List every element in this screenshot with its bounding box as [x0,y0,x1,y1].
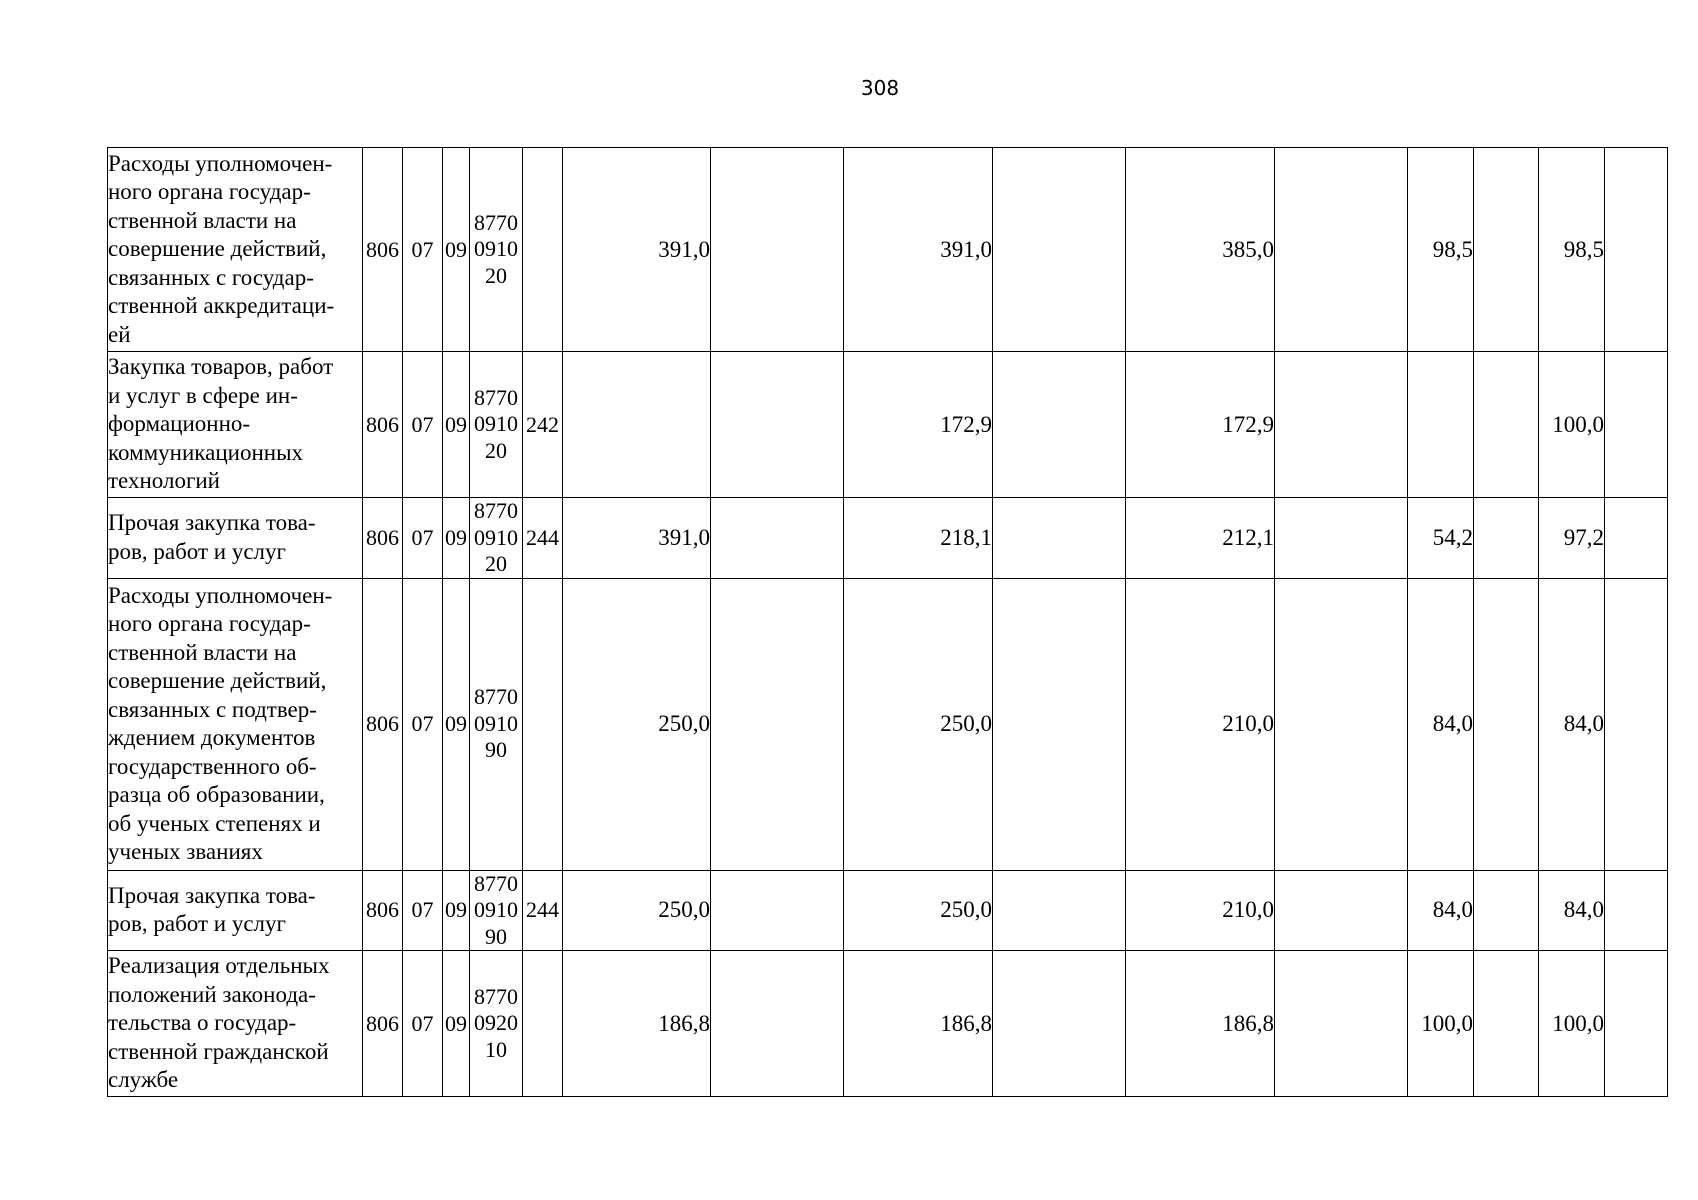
empty-cell [711,148,844,352]
section-code-cell: 07 [403,578,443,870]
table-row [108,148,1668,352]
approved-amount-cell: 250,0 [563,578,711,870]
row-name-cell: Прочая закупка това- ров, работ и услуг [108,498,363,579]
target-article-cell: 8770 0910 20 [470,352,523,498]
table-row [108,578,1668,870]
row-name-cell: Закупка товаров, работ и услуг в сфере ин- формационно- коммуникационных технологий [108,352,363,498]
approved-amount-cell [563,352,711,498]
section-code-cell: 07 [403,148,443,352]
revised-amount-cell: 186,8 [844,951,993,1097]
empty-cell [1275,870,1408,951]
row-name-cell: Прочая закупка това- ров, работ и услуг [108,870,363,951]
executed-amount-cell: 186,8 [1126,951,1275,1097]
table-row [108,951,1668,1097]
empty-cell [993,352,1126,498]
approved-amount-cell: 250,0 [563,870,711,951]
subsection-code-cell: 09 [443,578,470,870]
subsection-code-cell: 09 [443,951,470,1097]
empty-cell [1275,352,1408,498]
subsection-code-cell: 09 [443,870,470,951]
empty-cell [1605,148,1668,352]
ved-code-cell: 806 [363,498,403,579]
table-row [108,498,1668,579]
ved-code-cell: 806 [363,352,403,498]
section-code-cell: 07 [403,352,443,498]
empty-cell [1275,498,1408,579]
target-article-cell: 8770 0910 20 [470,498,523,579]
target-article-cell: 8770 0910 90 [470,870,523,951]
expense-type-cell: 242 [523,352,563,498]
expense-type-cell: 244 [523,498,563,579]
percent-of-revised-cell: 84,0 [1539,870,1605,951]
expense-type-cell: 244 [523,870,563,951]
empty-cell [1474,498,1539,579]
empty-cell [993,148,1126,352]
revised-amount-cell: 172,9 [844,352,993,498]
executed-amount-cell: 172,9 [1126,352,1275,498]
revised-amount-cell: 218,1 [844,498,993,579]
empty-cell [1474,148,1539,352]
empty-cell [711,870,844,951]
ved-code-cell: 806 [363,870,403,951]
percent-of-revised-cell: 100,0 [1539,352,1605,498]
subsection-code-cell: 09 [443,148,470,352]
subsection-code-cell: 09 [443,498,470,579]
empty-cell [711,352,844,498]
percent-of-approved-cell: 84,0 [1408,578,1474,870]
executed-amount-cell: 385,0 [1126,148,1275,352]
expense-type-cell [523,951,563,1097]
empty-cell [993,951,1126,1097]
percent-of-approved-cell: 100,0 [1408,951,1474,1097]
empty-cell [993,578,1126,870]
expense-type-cell [523,578,563,870]
ved-code-cell: 806 [363,148,403,352]
section-code-cell: 07 [403,870,443,951]
executed-amount-cell: 212,1 [1126,498,1275,579]
empty-cell [1275,148,1408,352]
empty-cell [1605,578,1668,870]
empty-cell [1474,352,1539,498]
empty-cell [1605,352,1668,498]
percent-of-revised-cell: 97,2 [1539,498,1605,579]
page-number: 308 [860,76,900,100]
empty-cell [1275,578,1408,870]
empty-cell [711,578,844,870]
section-code-cell: 07 [403,498,443,579]
empty-cell [993,870,1126,951]
approved-amount-cell: 391,0 [563,148,711,352]
percent-of-approved-cell: 98,5 [1408,148,1474,352]
approved-amount-cell: 391,0 [563,498,711,579]
revised-amount-cell: 391,0 [844,148,993,352]
empty-cell [993,498,1126,579]
percent-of-revised-cell: 98,5 [1539,148,1605,352]
percent-of-revised-cell: 100,0 [1539,951,1605,1097]
empty-cell [1605,951,1668,1097]
target-article-cell: 8770 0910 20 [470,148,523,352]
empty-cell [1275,951,1408,1097]
percent-of-approved-cell [1408,352,1474,498]
empty-cell [711,951,844,1097]
executed-amount-cell: 210,0 [1126,870,1275,951]
table-row [108,870,1668,951]
table-row [108,352,1668,498]
empty-cell [1605,870,1668,951]
percent-of-revised-cell: 84,0 [1539,578,1605,870]
percent-of-approved-cell: 54,2 [1408,498,1474,579]
empty-cell [1474,951,1539,1097]
expense-type-cell [523,148,563,352]
empty-cell [1605,498,1668,579]
approved-amount-cell: 186,8 [563,951,711,1097]
revised-amount-cell: 250,0 [844,870,993,951]
ved-code-cell: 806 [363,578,403,870]
row-name-cell: Реализация отдельных положений законода- тельства о государ- ственной гражданской службе [108,951,363,1097]
percent-of-approved-cell: 84,0 [1408,870,1474,951]
subsection-code-cell: 09 [443,352,470,498]
target-article-cell: 8770 0910 90 [470,578,523,870]
executed-amount-cell: 210,0 [1126,578,1275,870]
ved-code-cell: 806 [363,951,403,1097]
empty-cell [1474,870,1539,951]
section-code-cell: 07 [403,951,443,1097]
row-name-cell: Расходы уполномочен- ного органа государ- ственной власти на совершение действий, связанных с подтвер- ждением документов государственного об- разца об образовании, об ученых степенях и ученых званиях [108,578,363,870]
row-name-cell: Расходы уполномочен- ного органа государ- ственной власти на совершение действий, связанных с государ- ственной аккредитаци- ей [108,148,363,352]
target-article-cell: 8770 0920 10 [470,951,523,1097]
empty-cell [711,498,844,579]
empty-cell [1474,578,1539,870]
budget-table [107,147,1668,1097]
revised-amount-cell: 250,0 [844,578,993,870]
